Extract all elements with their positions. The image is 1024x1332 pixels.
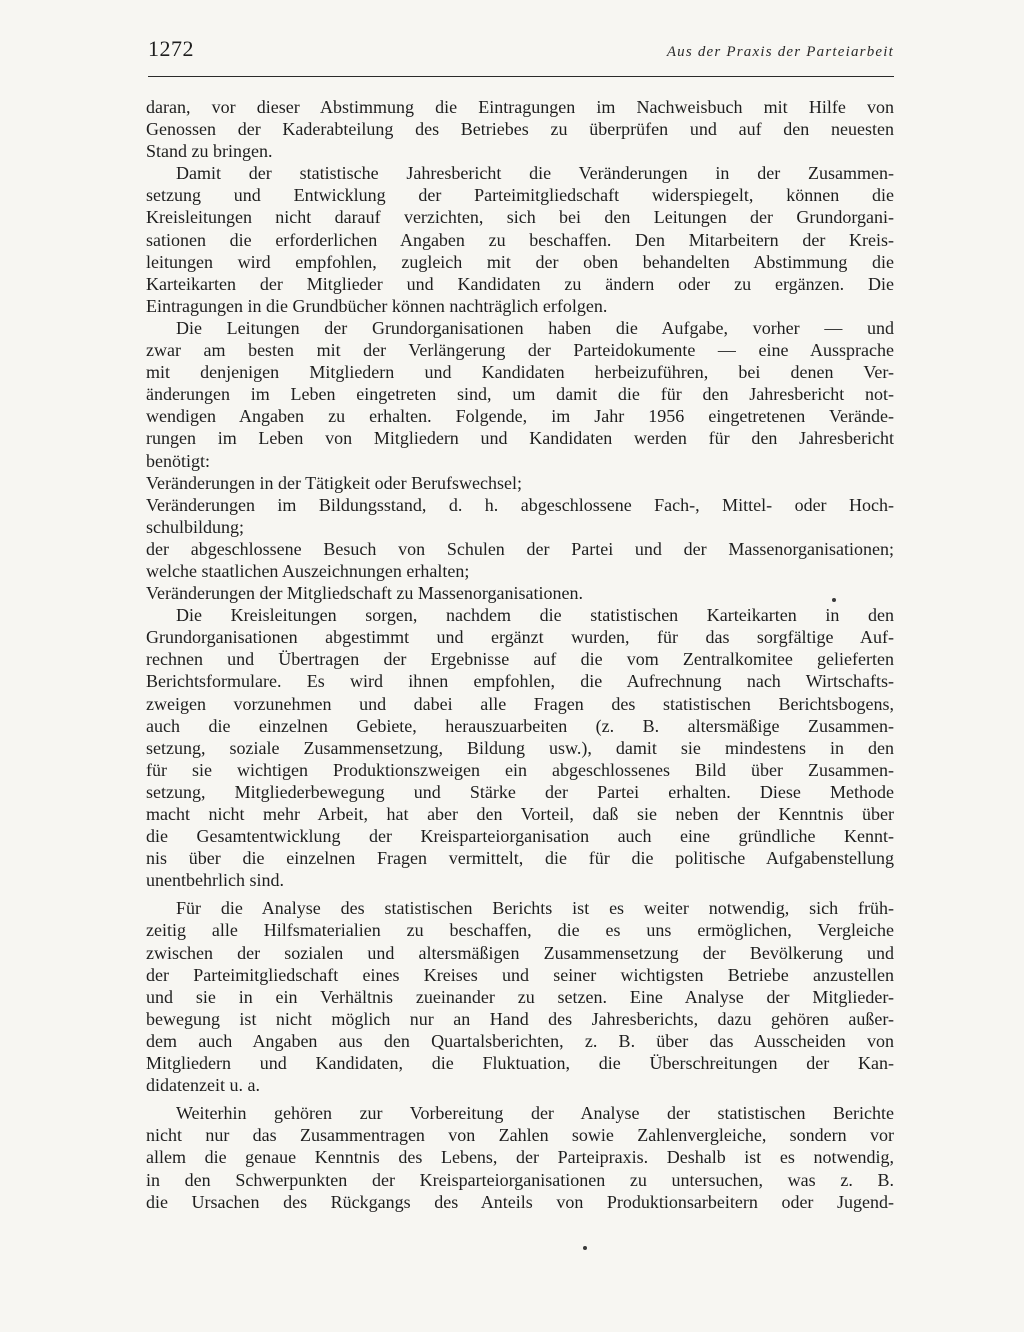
text-line: Die Leitungen der Grundorganisationen haben die Aufgabe, vorher — und xyxy=(176,317,894,338)
print-speck xyxy=(583,1246,587,1250)
text-line: unentbehrlich sind. xyxy=(146,870,284,891)
text-line: zwischen der sozialen und altersmäßigen Zusammensetzung der Bevölkerung und xyxy=(146,942,894,963)
text-line: dem auch Angaben aus den Quartalsberichten, z. B. über das Ausscheiden von xyxy=(146,1030,894,1051)
text-line: Karteikarten der Mitglieder und Kandidaten zu ändern oder zu ergänzen. Die xyxy=(146,273,894,294)
text-line: Für die Analyse des statistischen Berichts ist es weiter notwendig, sich früh- xyxy=(176,898,894,919)
text-line: und sie in ein Verhältnis zueinander zu setzen. Eine Analyse der Mitglieder- xyxy=(146,986,894,1007)
text-line: Mitgliedern und Kandidaten, die Fluktuation, die Überschreitungen der Kan- xyxy=(146,1053,894,1074)
text-line: Berichtsformulare. Es wird ihnen empfohlen, die Aufrechnung nach Wirtschafts- xyxy=(146,671,894,692)
text-line: Stand zu bringen. xyxy=(146,141,273,162)
text-line: rungen im Leben von Mitgliedern und Kandidaten werden für den Jahresbericht xyxy=(146,428,894,449)
text-line: für sie wichtigen Produktionszweigen ein abgeschlossenes Bild über Zusammen- xyxy=(146,759,894,780)
text-line: der Parteimitgliedschaft eines Kreises und seiner wichtigsten Betriebe anzustellen xyxy=(146,964,894,985)
text-line: Damit der statistische Jahresbericht die Veränderungen in der Zusammen- xyxy=(176,163,894,184)
text-line: wendigen Angaben zu erhalten. Folgende, im Jahr 1956 eingetretenen Verände- xyxy=(146,406,894,427)
text-line: zwar am besten mit der Verlängerung der Parteidokumente — eine Aussprache xyxy=(146,340,894,361)
text-line: Grundorganisationen abgestimmt und ergänzt wurden, für das sorgfältige Auf- xyxy=(146,627,894,648)
text-line: zeitig alle Hilfsmaterialien zu beschaffen, die es uns ermöglichen, Vergleiche xyxy=(146,920,894,941)
text-line: die Gesamtentwicklung der Kreisparteiorganisation auch eine gründliche Kennt- xyxy=(146,826,894,847)
page-number: 1272 xyxy=(148,36,194,61)
text-line: in den Schwerpunkten der Kreisparteiorganisationen zu untersuchen, was z. B. xyxy=(146,1169,894,1190)
text-line: nicht nur das Zusammentragen von Zahlen sowie Zahlenvergleiche, sondern vor xyxy=(146,1125,894,1146)
list-line: welche staatlichen Auszeichnungen erhalten; xyxy=(146,560,470,581)
text-line: Die Kreisleitungen sorgen, nachdem die statistischen Karteikarten in den xyxy=(176,605,894,626)
list-line: schulbildung; xyxy=(146,516,244,537)
list-line: der abgeschlossene Besuch von Schulen der Partei und der Massenorganisationen; xyxy=(146,538,894,559)
text-line: mit denjenigen Mitgliedern und Kandidaten herbeizuführen, bei denen Ver- xyxy=(146,362,894,383)
text-line: daran, vor dieser Abstimmung die Eintragungen im Nachweisbuch mit Hilfe von xyxy=(146,97,894,117)
running-title: Aus der Praxis der Parteiarbeit xyxy=(666,44,894,60)
list-line: Veränderungen im Bildungsstand, d. h. abgeschlossene Fach-, Mittel- oder Hoch- xyxy=(146,494,894,515)
text-line: bewegung ist nicht möglich nur an Hand des Jahresberichts, dazu gehören außer- xyxy=(146,1008,894,1029)
text-line: macht nicht mehr Arbeit, hat aber den Vorteil, daß sie neben der Kenntnis über xyxy=(146,804,894,824)
text-line: Genossen der Kaderabteilung des Betriebes zu überprüfen und auf den neuesten xyxy=(146,119,894,140)
text-line: setzung und Entwicklung der Parteimitgliedschaft widerspiegelt, können die xyxy=(146,185,894,206)
text-line: allem die genaue Kenntnis des Lebens, der Parteipraxis. Deshalb ist es notwendig, xyxy=(146,1147,894,1168)
text-line: nis über die einzelnen Fragen vermittelt, die für die politische Aufgabenstellung xyxy=(146,848,894,869)
body-text xyxy=(146,96,894,1213)
text-line: die Ursachen des Rückgangs des Anteils von Produktionsarbeitern oder Jugend- xyxy=(146,1191,894,1212)
list-line: Veränderungen der Mitgliedschaft zu Massenorganisationen. xyxy=(146,583,584,604)
text-line: Weiterhin gehören zur Vorbereitung der Analyse der statistischen Berichte xyxy=(176,1103,894,1124)
text-line: setzung, soziale Zusammensetzung, Bildung usw.), damit sie mindestens in den xyxy=(146,737,894,758)
text-line: Eintragungen in die Grundbücher können nachträglich erfolgen. xyxy=(146,295,608,316)
text-line: auch die einzelnen Gebiete, herauszuarbeiten (z. B. altersmäßige Zusammen- xyxy=(146,715,894,736)
text-line: setzung, Mitgliederbewegung und Stärke der Partei erhalten. Diese Methode xyxy=(146,781,894,802)
text-line: sationen die erforderlichen Angaben zu beschaffen. Den Mitarbeitern der Kreis- xyxy=(146,229,894,250)
text-line: rechnen und Übertragen der Ergebnisse auf die vom Zentralkomitee gelieferten xyxy=(146,649,894,670)
text-line: änderungen im Leben eingetreten sind, um damit die für den Jahresbericht not- xyxy=(146,384,894,405)
page-header xyxy=(148,36,894,77)
print-speck xyxy=(832,598,836,602)
text-line: zweigen vorzunehmen und dabei alle Fragen des statistischen Berichtsbogens, xyxy=(146,693,894,714)
text-line: Kreisleitungen nicht darauf verzichten, sich bei den Leitungen der Grundorgani- xyxy=(146,207,894,228)
text-line: didatenzeit u. a. xyxy=(146,1075,260,1096)
list-line: Veränderungen in der Tätigkeit oder Berufswechsel; xyxy=(146,472,523,493)
text-line: leitungen wird empfohlen, zugleich mit der oben behandelten Abstimmung die xyxy=(146,251,894,272)
text-line: benötigt: xyxy=(146,450,210,471)
